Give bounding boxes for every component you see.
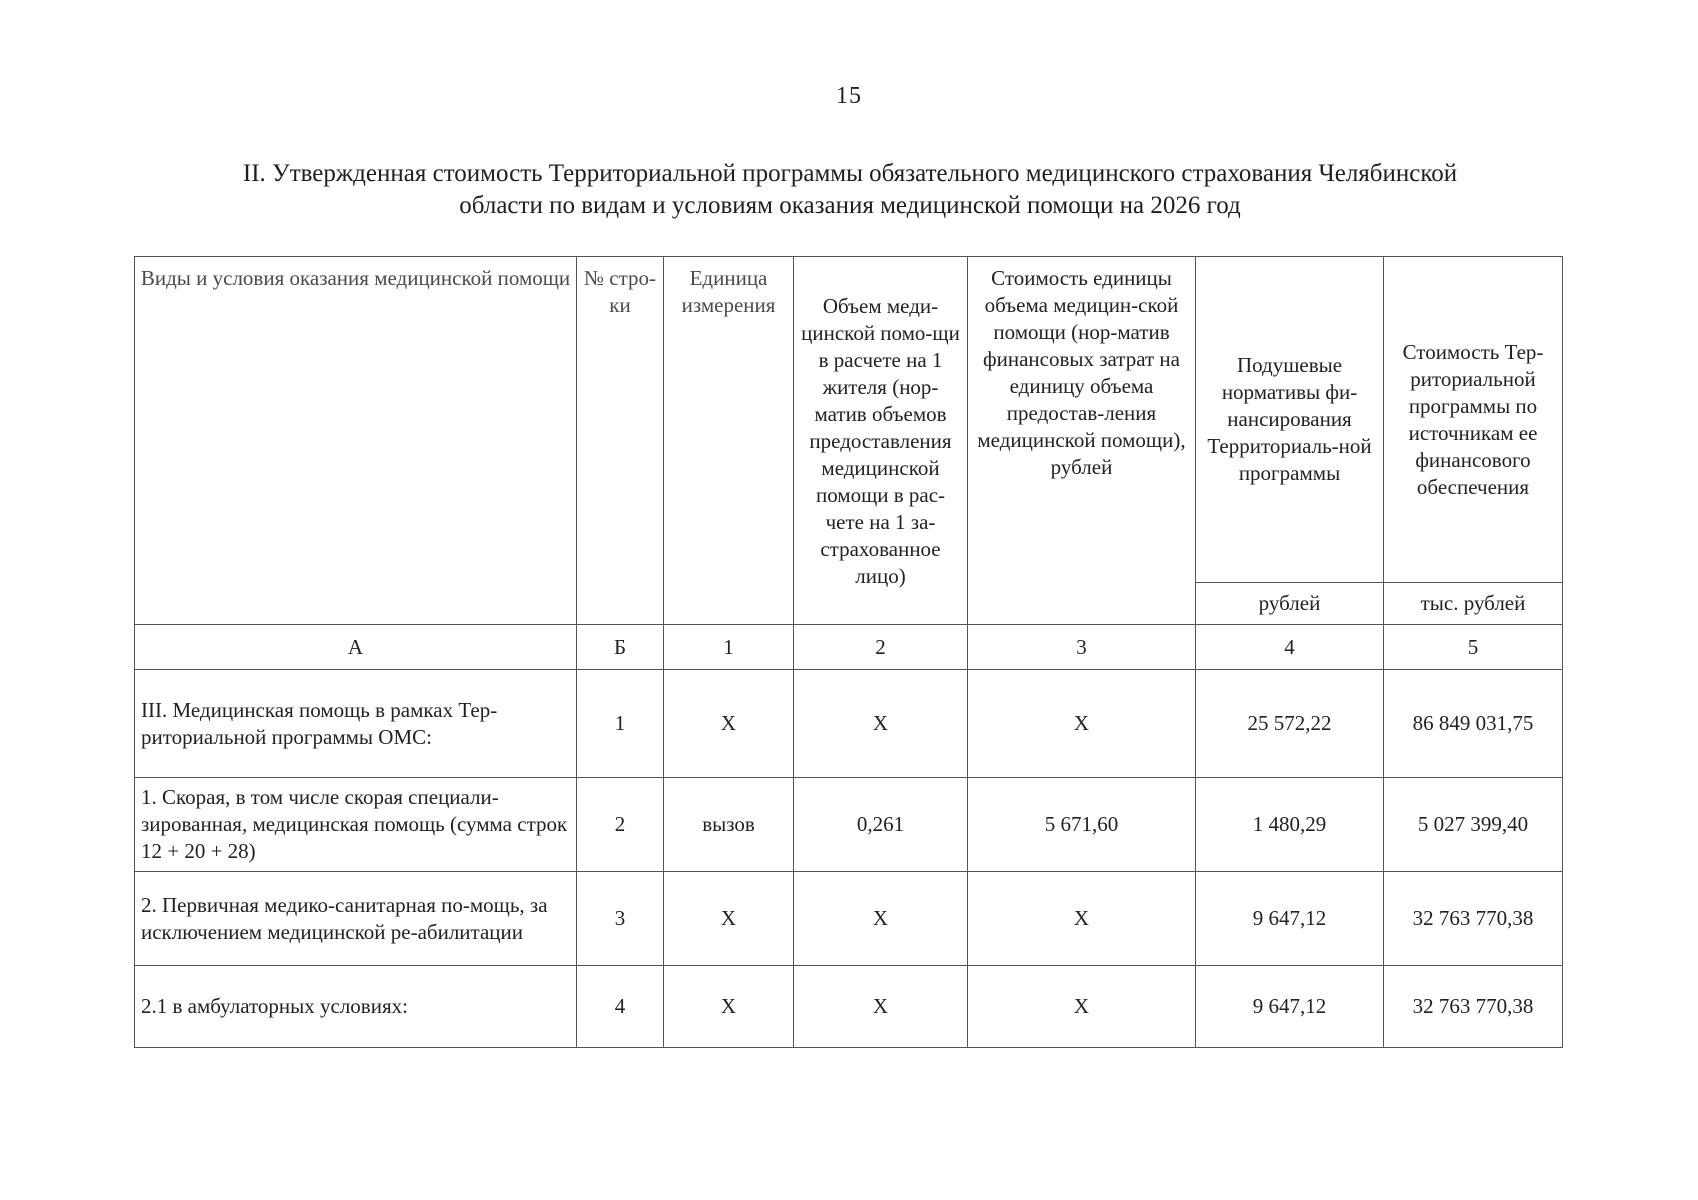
row-unit: Х <box>664 872 794 966</box>
header-unit-cost: Стоимость единицы объема медицин-ской помощи (нор-матив финансовых затрат на единицу объема предостав-ления медицинской помощи), рублей <box>968 257 1196 625</box>
row-volume: Х <box>794 872 968 966</box>
cost-table <box>134 256 1563 1048</box>
row-per-capita: 25 572,22 <box>1196 670 1384 778</box>
row-per-capita: 1 480,29 <box>1196 778 1384 872</box>
unit-rubles: рублей <box>1196 583 1384 625</box>
header-kinds-of-care: Виды и условия оказания медицинской помощи <box>135 257 577 625</box>
row-line-number: 3 <box>577 872 664 966</box>
row-unit: Х <box>664 670 794 778</box>
col-index-5: 5 <box>1384 625 1563 670</box>
header-per-capita: Подушевые нормативы фи-нансирования Территориаль-ной программы <box>1196 257 1384 583</box>
col-index-a: А <box>135 625 577 670</box>
row-label: 1. Скорая, в том числе скорая специали-зированная, медицинская помощь (сумма строк 12 + 20 + 28) <box>135 778 577 872</box>
table-row <box>135 966 1563 1048</box>
header-program-cost: Стоимость Тер-риториальной программы по источникам ее финансового обеспечения <box>1384 257 1563 583</box>
row-unit: Х <box>664 966 794 1048</box>
page-number: 15 <box>836 83 862 109</box>
title-line-2: области по видам и условиям оказания медицинской помощи на 2026 год <box>459 192 1241 219</box>
table-row <box>135 872 1563 966</box>
row-per-capita: 9 647,12 <box>1196 872 1384 966</box>
header-volume: Объем меди-цинской помо-щи в расчете на 1 жителя (нор-матив объемов предоставления медицинской помощи в рас-чете на 1 за-страхованное лицо) <box>794 257 968 625</box>
unit-thousand-rubles: тыс. рублей <box>1384 583 1563 625</box>
header-unit: Единица измерения <box>664 257 794 625</box>
title-line-1: II. Утвержденная стоимость Территориальной программы обязательного медицинского страхования Челябинской <box>242 160 1458 187</box>
column-index-row <box>135 625 1563 670</box>
row-total: 32 763 770,38 <box>1384 872 1563 966</box>
row-label: 2. Первичная медико-санитарная по-мощь, за исключением медицинской ре-абилитации <box>135 872 577 966</box>
row-unit-cost: 5 671,60 <box>968 778 1196 872</box>
col-index-b: Б <box>577 625 664 670</box>
row-volume: Х <box>794 966 968 1048</box>
row-volume: 0,261 <box>794 778 968 872</box>
row-label: III. Медицинская помощь в рамках Тер-риториальной программы ОМС: <box>135 670 577 778</box>
header-row <box>135 257 1563 583</box>
row-unit: вызов <box>664 778 794 872</box>
row-unit-cost: Х <box>968 966 1196 1048</box>
table-row <box>135 778 1563 872</box>
document-title <box>150 158 1550 222</box>
col-index-4: 4 <box>1196 625 1384 670</box>
row-total: 5 027 399,40 <box>1384 778 1563 872</box>
row-unit-cost: Х <box>968 670 1196 778</box>
row-label: 2.1 в амбулаторных условиях: <box>135 966 577 1048</box>
row-line-number: 4 <box>577 966 664 1048</box>
col-index-1: 1 <box>664 625 794 670</box>
table-row <box>135 670 1563 778</box>
header-line-number: № стро-ки <box>577 257 664 625</box>
row-line-number: 2 <box>577 778 664 872</box>
row-total: 32 763 770,38 <box>1384 966 1563 1048</box>
row-per-capita: 9 647,12 <box>1196 966 1384 1048</box>
row-volume: Х <box>794 670 968 778</box>
row-unit-cost: Х <box>968 872 1196 966</box>
row-line-number: 1 <box>577 670 664 778</box>
col-index-2: 2 <box>794 625 968 670</box>
row-total: 86 849 031,75 <box>1384 670 1563 778</box>
col-index-3: 3 <box>968 625 1196 670</box>
